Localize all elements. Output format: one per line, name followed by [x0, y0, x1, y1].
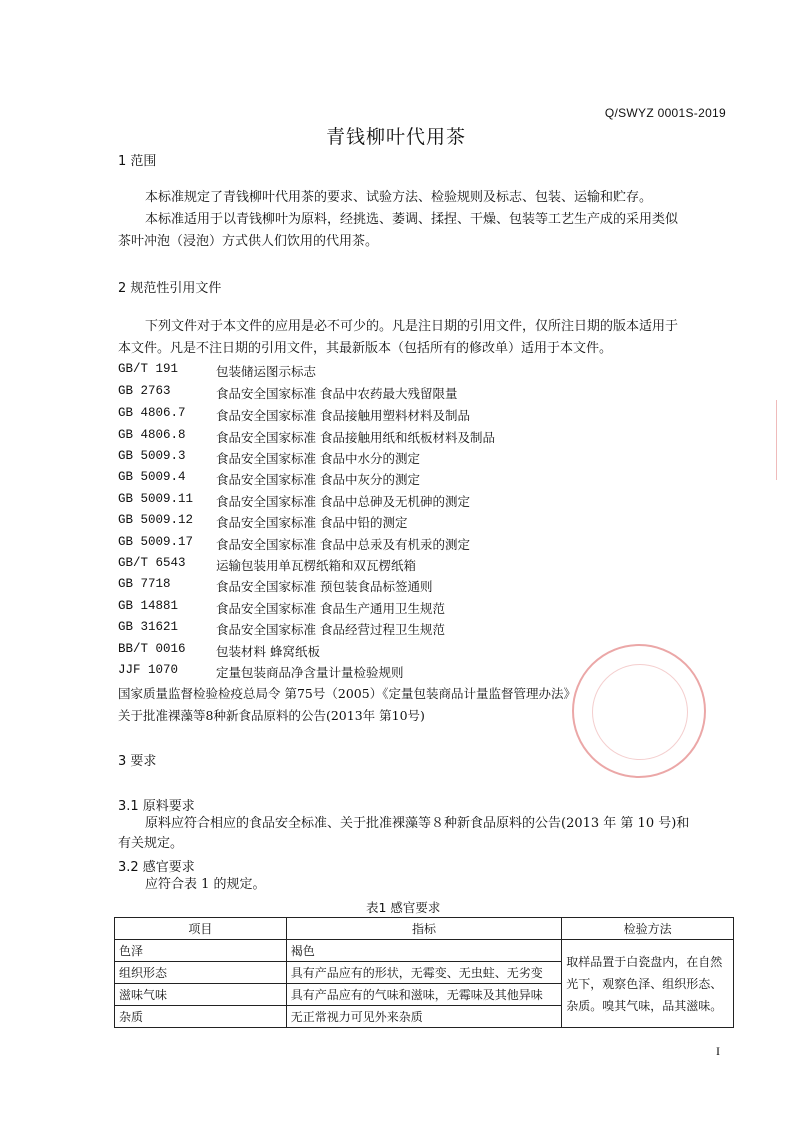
section-1-paragraph-2-line-1: 本标准适用于以青钱柳叶为原料，经挑选、萎调、揉捏、干燥、包装等工艺生产成的采用类似	[145, 212, 679, 227]
ref-code: GB 4806.7	[118, 406, 186, 420]
official-seal-stamp	[572, 644, 706, 778]
ref-title: 包装储运图示标志	[216, 364, 317, 379]
table-cell-spec: 具有产品应有的气味和滋味，无霉味及其他异味	[286, 984, 562, 1006]
section-1-heading: 1 范围	[118, 154, 157, 169]
table-row	[115, 940, 734, 962]
ref-title: 食品安全国家标准 食品经营过程卫生规范	[216, 622, 445, 637]
ref-title: 包装材料 蜂窝纸板	[216, 644, 320, 659]
ref-code: GB 5009.17	[118, 535, 194, 549]
section-3-2-heading: 3.2 感官要求	[118, 860, 195, 875]
ref-title: 食品安全国家标准 食品接触用纸和纸板材料及制品	[216, 430, 495, 445]
table-cell-spec: 具有产品应有的形状，无霉变、无虫蛀、无劣变	[286, 962, 562, 984]
section-2-intro-line-1: 下列文件对于本文件的应用是必不可少的。凡是注日期的引用文件，仅所注日期的版本适用于	[145, 319, 679, 334]
section-3-1-line-1: 原料应符合相应的食品安全标准、关于批准裸藻等８种新食品原料的公告(2013 年 第 10 号)和	[145, 816, 690, 831]
section-1-paragraph-1: 本标准规定了青钱柳叶代用茶的要求、试验方法、检验规则及标志、包装、运输和贮存。	[145, 190, 653, 205]
section-2-heading: 2 规范性引用文件	[118, 281, 222, 296]
ref-code: BB/T 0016	[118, 642, 186, 656]
table-cell-method: 取样品置于白瓷盘内，在自然光下，观察色泽、组织形态、杂质。嗅其气味，品其滋味。	[562, 940, 734, 1028]
table-header-cell: 检验方法	[562, 918, 734, 940]
table-cell-spec: 无正常视力可见外来杂质	[286, 1006, 562, 1028]
ref-code: GB 14881	[118, 599, 179, 613]
ref-code: GB 31621	[118, 620, 179, 634]
section-3-2-text: 应符合表 1 的规定。	[145, 877, 266, 892]
document-number: Q/SWYZ 0001S-2019	[604, 106, 726, 120]
document-title: 青钱柳叶代用茶	[325, 126, 466, 148]
ref-title: 食品安全国家标准 食品中农药最大残留限量	[216, 386, 458, 401]
ref-title: 食品安全国家标准 食品中总汞及有机汞的测定	[216, 537, 470, 552]
ref-title: 食品安全国家标准 预包装食品标签通则	[216, 579, 433, 594]
table-cell-item: 杂质	[115, 1006, 287, 1028]
ref-code: GB/T 6543	[118, 556, 186, 570]
ref-code: GB 2763	[118, 384, 171, 398]
table-cell-spec: 褐色	[286, 940, 562, 962]
table-header-cell: 项目	[115, 918, 287, 940]
ref-code: GB 5009.4	[118, 470, 186, 484]
ref-title: 食品安全国家标准 食品中总砷及无机砷的测定	[216, 494, 470, 509]
ref-code: GB/T 191	[118, 362, 179, 376]
table-header-row	[115, 918, 734, 940]
table-header-cell: 指标	[286, 918, 562, 940]
section-3-1-line-2: 有关规定。	[118, 836, 184, 851]
extra-reference-1: 国家质量监督检验检疫总局令 第75号（2005）《定量包装商品计量监督管理办法》	[118, 686, 576, 701]
ref-title: 食品安全国家标准 食品生产通用卫生规范	[216, 601, 445, 616]
table-cell-item: 组织形态	[115, 962, 287, 984]
section-3-1-heading: 3.1 原料要求	[118, 799, 195, 814]
ref-title: 食品安全国家标准 食品中铅的测定	[216, 515, 408, 530]
ref-title: 运输包装用单瓦楞纸箱和双瓦楞纸箱	[216, 558, 417, 573]
section-1-paragraph-2-line-2: 茶叶冲泡（浸泡）方式供人们饮用的代用茶。	[118, 234, 379, 249]
ref-code: GB 7718	[118, 577, 171, 591]
ref-title: 食品安全国家标准 食品接触用塑料材料及制品	[216, 408, 470, 423]
extra-reference-2: 关于批准裸藻等8种新食品原料的公告(2013年 第10号)	[118, 708, 425, 723]
table-cell-item: 滋味气味	[115, 984, 287, 1006]
section-2-intro-line-2: 本文件。凡是不注日期的引用文件，其最新版本（包括所有的修改单）适用于本文件。	[118, 341, 613, 356]
page-number: I	[716, 1044, 720, 1058]
side-stamp-mark	[776, 400, 789, 480]
ref-title: 定量包装商品净含量计量检验规则	[216, 665, 404, 680]
ref-title: 食品安全国家标准 食品中水分的测定	[216, 451, 420, 466]
ref-code: GB 4806.8	[118, 428, 186, 442]
ref-title: 食品安全国家标准 食品中灰分的测定	[216, 472, 420, 487]
section-3-heading: 3 要求	[118, 754, 157, 769]
ref-code: GB 5009.3	[118, 449, 186, 463]
ref-code: GB 5009.11	[118, 492, 194, 506]
table-cell-item: 色泽	[115, 940, 287, 962]
ref-code: JJF 1070	[118, 663, 179, 677]
table-1-caption: 表1 感官要求	[366, 900, 441, 915]
ref-code: GB 5009.12	[118, 513, 194, 527]
sensory-requirements-table	[114, 917, 734, 1028]
